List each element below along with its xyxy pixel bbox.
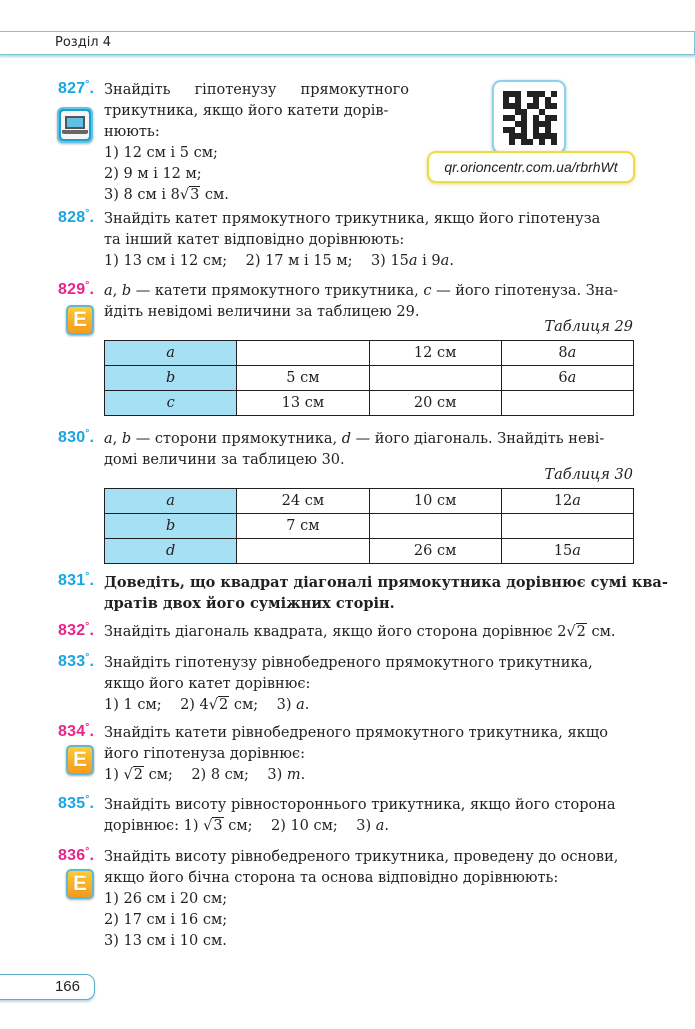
task-text: Знайдіть висоту рівнобедреного трикутника, проведену до основи, bbox=[104, 849, 619, 865]
table-cell: a bbox=[105, 341, 237, 366]
qr-code[interactable] bbox=[492, 80, 566, 154]
table-caption: Таблиця 30 bbox=[544, 467, 633, 483]
section-title: Розділ 4 bbox=[55, 35, 112, 50]
task-number: 833°. bbox=[58, 652, 95, 670]
task-text: домі величини за таблицею 30. bbox=[104, 452, 345, 468]
table-cell: 10 см bbox=[369, 489, 501, 514]
task-item: 1) 26 см і 20 см; bbox=[104, 891, 228, 907]
section-header bbox=[0, 31, 695, 55]
table-cell: 5 см bbox=[237, 366, 369, 391]
table-cell bbox=[369, 366, 501, 391]
table-cell: 24 см bbox=[237, 489, 369, 514]
task-text: a, b — сторони прямокутника, d — його діагональ. Знайдіть неві- bbox=[104, 431, 605, 447]
table-row bbox=[105, 366, 634, 391]
task-number: 829°. bbox=[58, 280, 95, 298]
qr-code-icon bbox=[503, 91, 557, 145]
task-text: Знайдіть гіпотенузу рівнобедреного прямокутного трикутника, bbox=[104, 655, 593, 671]
task-number: 836°. bbox=[58, 846, 95, 864]
table-cell: 20 см bbox=[369, 391, 501, 416]
task-items: дорівнює: 1) √3 см; 2) 10 см; 3) a. bbox=[104, 818, 390, 834]
task-text: Знайдіть катети рівнобедреного прямокутного трикутника, якщо bbox=[104, 725, 608, 741]
laptop-icon[interactable] bbox=[57, 107, 93, 143]
table-cell: 13 см bbox=[237, 391, 369, 416]
table-cell: d bbox=[105, 539, 237, 564]
task-number: 832°. bbox=[58, 621, 95, 639]
table-cell: 15a bbox=[501, 539, 633, 564]
task-number: 827°. bbox=[58, 79, 95, 97]
table-cell: b bbox=[105, 514, 237, 539]
page-number: 166 bbox=[0, 974, 95, 1000]
table-cell: 7 см bbox=[237, 514, 369, 539]
task-number: 828°. bbox=[58, 208, 95, 226]
table-cell: 6a bbox=[501, 366, 633, 391]
table-row bbox=[105, 539, 634, 564]
task-text: Знайдіть діагональ квадрата, якщо його сторона дорівнює 2√2 см. bbox=[104, 624, 616, 640]
task-text: a, b — катети прямокутного трикутника, c — його гіпотенуза. Зна- bbox=[104, 283, 619, 299]
task-text: Знайдіть висоту рівностороннього трикутника, якщо його сторона bbox=[104, 797, 616, 813]
task-number: 834°. bbox=[58, 722, 95, 740]
table-cell: 26 см bbox=[369, 539, 501, 564]
table-cell bbox=[501, 514, 633, 539]
task-text: його гіпотенуза дорівнює: bbox=[104, 746, 305, 762]
task-text: нюють: bbox=[104, 124, 160, 140]
table-row bbox=[105, 391, 634, 416]
table-cell: b bbox=[105, 366, 237, 391]
table-cell bbox=[237, 539, 369, 564]
task-text: Знайдіть катет прямокутного трикутника, якщо його гіпотенуза bbox=[104, 211, 601, 227]
task-text: йдіть невідомі величини за таблицею 29. bbox=[104, 304, 420, 320]
task-item: 2) 17 см і 16 см; bbox=[104, 912, 228, 928]
qr-link[interactable]: qr.orioncentr.com.ua/rbrhWt bbox=[427, 151, 635, 183]
task-item: 3) 8 см і 8√3 см. bbox=[104, 187, 229, 203]
table-cell: c bbox=[105, 391, 237, 416]
e-letter-icon[interactable]: E bbox=[66, 305, 94, 335]
task-text: якщо його катет дорівнює: bbox=[104, 676, 311, 692]
table-cell: 12 см bbox=[369, 341, 501, 366]
task-text: дратів двох його суміжних сторін. bbox=[104, 595, 395, 612]
task-number: 830°. bbox=[58, 428, 95, 446]
task-text: якщо його бічна сторона та основа відповідно дорівнюють: bbox=[104, 870, 559, 886]
task-items: 1) √2 см; 2) 8 см; 3) m. bbox=[104, 767, 306, 783]
task-number: 835°. bbox=[58, 794, 95, 812]
task-item: 2) 9 м і 12 м; bbox=[104, 166, 202, 182]
table-29 bbox=[104, 340, 634, 416]
table-row bbox=[105, 489, 634, 514]
table-row bbox=[105, 514, 634, 539]
task-items: 1) 1 см; 2) 4√2 см; 3) a. bbox=[104, 697, 310, 713]
task-text: Знайдіть гіпотенузу прямокутного bbox=[104, 82, 409, 98]
table-row bbox=[105, 341, 634, 366]
table-cell: 12a bbox=[501, 489, 633, 514]
task-text: Доведіть, що квадрат діагоналі прямокутника дорівнює сумі ква- bbox=[104, 574, 668, 591]
table-caption: Таблиця 29 bbox=[544, 319, 633, 335]
table-cell bbox=[369, 514, 501, 539]
task-item: 1) 12 см і 5 см; bbox=[104, 145, 218, 161]
table-cell: a bbox=[105, 489, 237, 514]
table-30 bbox=[104, 488, 634, 564]
e-letter-icon[interactable]: E bbox=[66, 869, 94, 899]
task-item: 3) 13 см і 10 см. bbox=[104, 933, 227, 949]
task-text: та інший катет відповідно дорівнюють: bbox=[104, 232, 405, 248]
task-items: 1) 13 см і 12 см; 2) 17 м і 15 м; 3) 15a і 9a. bbox=[104, 253, 454, 269]
table-cell bbox=[237, 341, 369, 366]
table-cell bbox=[501, 391, 633, 416]
task-text: трикутника, якщо його катети дорів- bbox=[104, 103, 389, 119]
e-letter-icon[interactable]: E bbox=[66, 745, 94, 775]
table-cell: 8a bbox=[501, 341, 633, 366]
task-number: 831°. bbox=[58, 571, 95, 589]
